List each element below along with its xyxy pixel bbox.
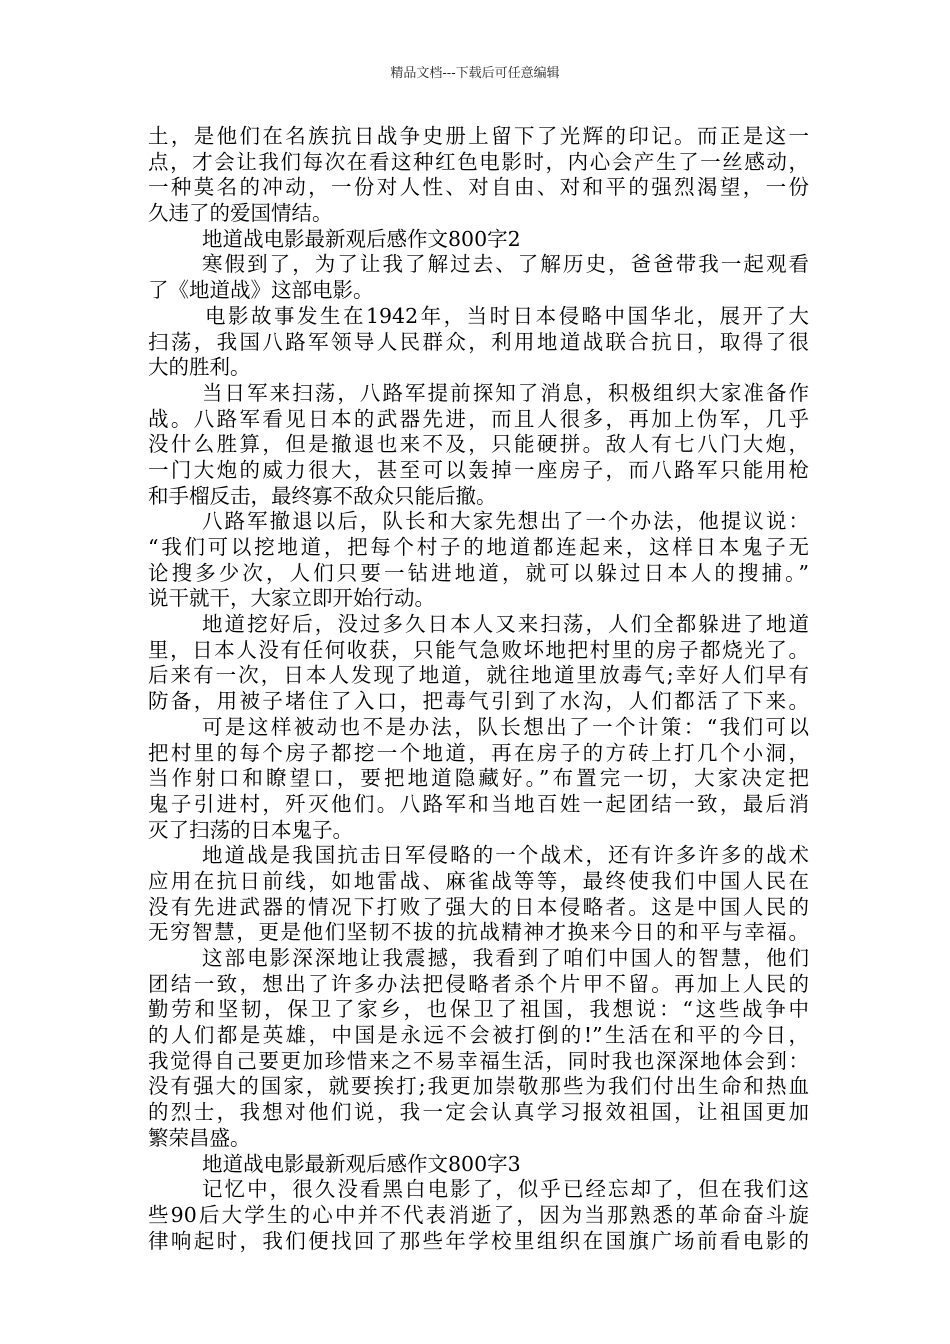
text-line: 繁荣昌盛。 [148,1125,251,1150]
text-line: 没什么胜算，但是撤退也来不及，只能硬拼。敌人有七八门大炮， [148,432,809,457]
page-header: 精品文档---下载后可任意编辑 [390,66,560,81]
text-line: 点，才会让我们每次在看这种红色电影时，内心会产生了一丝感动， [148,149,809,174]
text-line: 可是这样被动也不是办法，队长想出了一个计策：“我们可以 [202,714,809,739]
text-line: 久违了的爱国情结。 [148,201,333,226]
text-line: 灭了扫荡的日本鬼子。 [148,817,353,842]
text-line: 八路军撤退以后，队长和大家先想出了一个办法，他提议说： [202,509,809,534]
text-line: 些90后大学生的心中并不代表消逝了，因为当那熟悉的革命奋斗旋 [148,1202,809,1227]
text-line: 里，日本人没有任何收获，只能气急败坏地把村里的房子都烧光了。 [148,637,809,662]
text-line: 没有强大的国家，就要挨打;我更加崇敬那些为我们付出生命和热血 [148,1074,809,1099]
text-line: 和手榴反击，最终寡不敌众只能后撤。 [148,483,497,508]
text-line: 防备，用被子堵住了入口，把毒气引到了水沟，人们都活了下来。 [148,689,809,714]
text-line: 了《地道战》这部电影。 [148,278,374,303]
text-line: 当日军来扫荡，八路军提前探知了消息，积极组织大家准备作 [202,380,809,405]
text-line: 地道战电影最新观后感作文800字2 [202,226,521,251]
text-line: 应用在抗日前线，如地雷战、麻雀战等等，最终使我们中国人民在 [148,868,809,893]
text-line: 律响起时，我们便找回了那些年学校里组织在国旗广场前看电影的 [148,1228,809,1253]
text-line: 无穷智慧，更是他们坚韧不拔的抗战精神才换来今日的和平与幸福。 [148,920,809,945]
text-line: 没有先进武器的情况下打败了强大的日本侵略者。这是中国人民的 [148,894,809,919]
text-line: 一门大炮的威力很大，甚至可以轰掉一座房子，而八路军只能用枪 [148,457,809,482]
text-line: 勤劳和坚韧，保卫了家乡，也保卫了祖国，我想说：“这些战争中 [148,997,809,1022]
text-line: 的人们都是英雄，中国是永远不会被打倒的!”生活在和平的今日， [148,1023,809,1048]
text-line: “我们可以挖地道，把每个村子的地道都连起来，这样日本鬼子无 [148,535,809,559]
text-line: 电影故事发生在1942年，当时日本侵略中国华北，展开了大 [205,303,809,328]
text-line: 地道战电影最新观后感作文800字3 [202,1151,521,1176]
text-line: 这部电影深深地让我震撼，我看到了咱们中国人的智慧，他们 [202,946,809,970]
text-line: 大的胜利。 [148,355,251,380]
text-line: 当作射口和瞭望口，要把地道隐藏好。”布置完一切，大家决定把 [148,766,809,791]
text-line: 地道战是我国抗击日军侵略的一个战术，还有许多许多的战术 [202,843,809,868]
text-line: 战。八路军看见日本的武器先进，而且人很多，再加上伪军，几乎 [148,406,809,431]
text-line: 土，是他们在名族抗日战争史册上留下了光辉的印记。而正是这一 [148,124,809,148]
text-line: 后来有一次，日本人发现了地道，就往地道里放毒气;幸好人们早有 [148,663,809,688]
text-line: 团结一致，想出了许多办法把侵略者杀个片甲不留。再加上人民的 [148,971,809,996]
text-line: 地道挖好后，没过多久日本人又来扫荡，人们全都躲进了地道 [202,612,809,637]
text-line: 记忆中，很久没看黑白电影了，似乎已经忘却了，但在我们这 [202,1177,809,1202]
text-line: 寒假到了，为了让我了解过去、了解历史，爸爸带我一起观看 [202,252,809,277]
text-line: 一种莫名的冲动，一份对人性、对自由、对和平的强烈渴望，一份 [148,175,809,200]
text-line: 我觉得自己要更加珍惜来之不易幸福生活，同时我也深深地体会到： [148,1048,809,1073]
text-line: 扫荡，我国八路军领导人民群众，利用地道战联合抗日，取得了很 [148,329,809,354]
text-line: 的烈士，我想对他们说，我一定会认真学习报效祖国，让祖国更加 [148,1100,809,1125]
text-line: 把村里的每个房子都挖一个地道，再在房子的方砖上打几个小洞， [148,740,809,765]
document-body [148,124,809,1254]
text-line: 鬼子引进村，歼灭他们。八路军和当地百姓一起团结一致，最后消 [148,791,809,816]
text-line: 论搜多少次，人们只要一钻进地道，就可以躲过日本人的搜捕。” [148,560,809,585]
text-line: 说干就干，大家立即开始行动。 [148,586,435,611]
